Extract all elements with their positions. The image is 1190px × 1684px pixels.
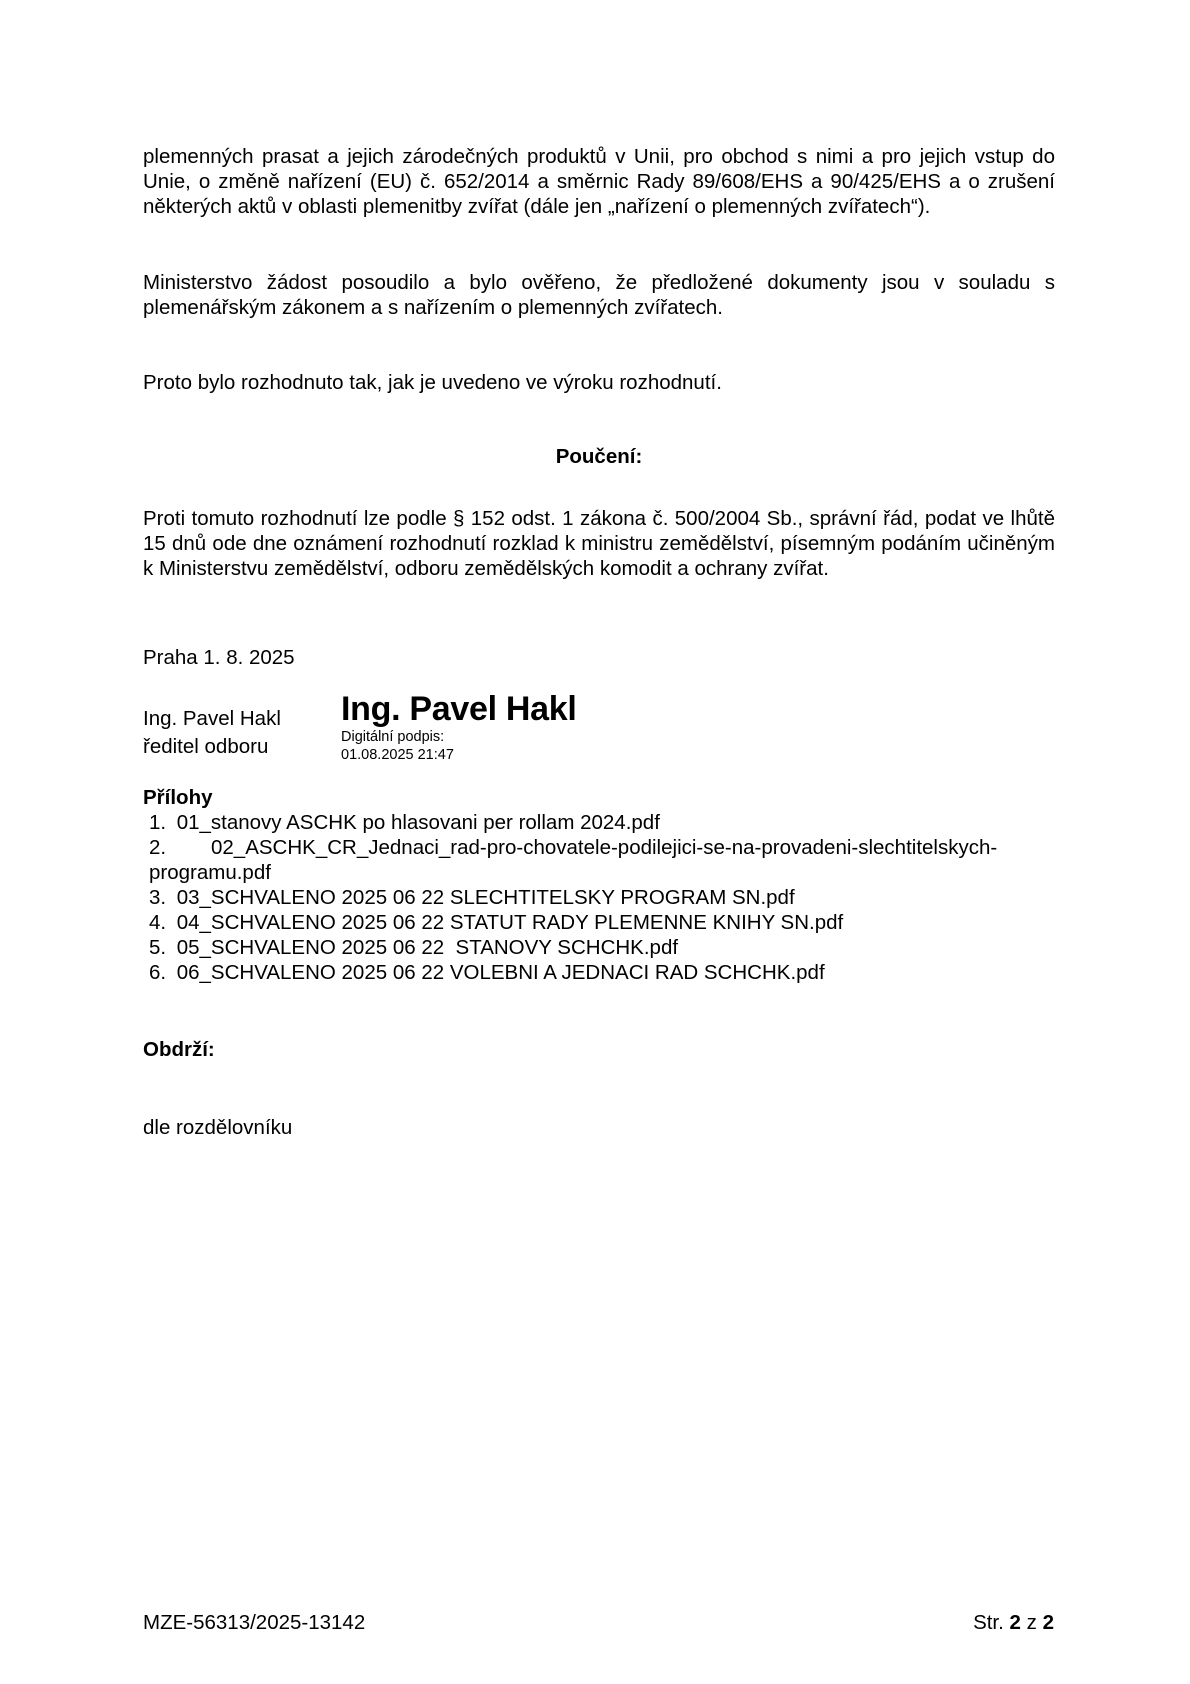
- document-reference-id: MZE-56313/2025-13142: [143, 1611, 366, 1634]
- attachment-item: [143, 960, 1055, 985]
- attachment-item: [143, 910, 1055, 935]
- page-prefix: Str.: [973, 1611, 1004, 1634]
- page-number: [973, 1610, 1054, 1635]
- signature-label: Digitální podpis:: [341, 729, 445, 745]
- attachment-filename: 06_SCHVALENO 2025 06 22 VOLEBNI A JEDNACI RAD SCHCHK.pdf: [176, 961, 825, 984]
- attachment-number: 3.: [149, 886, 167, 909]
- attachment-number: 2.: [149, 836, 167, 859]
- attachment-filename: 05_SCHVALENO 2025 06 22 STANOVY SCHCHK.pdf: [176, 936, 679, 959]
- attachment-item: [143, 835, 1055, 885]
- attachment-number: 5.: [149, 936, 167, 959]
- signature-timestamp: 01.08.2025 21:47: [341, 747, 454, 763]
- page-total: 2: [1042, 1611, 1054, 1634]
- instruction-heading: Poučení:: [555, 445, 643, 468]
- attachment-number: 6.: [149, 961, 167, 984]
- signer-block: [143, 705, 281, 761]
- attachment-number: 1.: [149, 811, 167, 834]
- recipients-text: dle rozdělovníku: [143, 1116, 293, 1139]
- body-paragraph-3: Proto bylo rozhodnuto tak, jak je uvedeno ve výroku rozhodnutí.: [143, 371, 722, 394]
- body-paragraph-2: Ministerstvo žádost posoudilo a bylo ověřeno, že předložené dokumenty jsou v souladu s plemenářským zákonem a s nařízením o plemenných zvířatech.: [143, 271, 1055, 319]
- attachment-item: [143, 885, 1055, 910]
- attachment-filename: 04_SCHVALENO 2025 06 22 STATUT RADY PLEMENNE KNIHY SN.pdf: [176, 911, 844, 934]
- attachments-list: [143, 810, 1055, 985]
- attachment-number: 4.: [149, 911, 167, 934]
- signature-name: Ing. Pavel Hakl: [341, 690, 577, 728]
- body-paragraph-1: plemenných prasat a jejich zárodečných produktů v Unii, pro obchod s nimi a pro jejich vstup do Unie, o změně nařízení (EU) č. 652/2014 a směrnic Rady 89/608/EHS a 90/425/EHS a o zrušení některých aktů v oblasti plemenitby zvířat (dále jen „nařízení o plemenných zvířatech“).: [143, 145, 1055, 218]
- attachments-heading: Přílohy: [143, 786, 213, 809]
- place-date: Praha 1. 8. 2025: [143, 646, 295, 669]
- signer-title: ředitel odboru: [143, 735, 269, 758]
- digital-signature: [341, 690, 577, 764]
- recipients-heading: Obdrží:: [143, 1038, 215, 1061]
- page-separator: z: [1026, 1611, 1037, 1634]
- attachment-filename: 03_SCHVALENO 2025 06 22 SLECHTITELSKY PROGRAM SN.pdf: [176, 886, 795, 909]
- page-current: 2: [1009, 1611, 1021, 1634]
- attachment-item: [143, 810, 1055, 835]
- attachment-filename: 02_ASCHK_CR_Jednaci_rad-pro-chovatele-podilejici-se-na-provadeni-slechtitelskych-programu.pdf: [149, 836, 998, 884]
- instruction-paragraph: Proti tomuto rozhodnutí lze podle § 152 odst. 1 zákona č. 500/2004 Sb., správní řád, podat ve lhůtě 15 dnů ode dne oznámení rozhodnutí rozklad k ministru zemědělství, písemným podáním učiněným k Ministerstvu zemědělství, odboru zemědělských komodit a ochrany zvířat.: [143, 507, 1055, 580]
- attachment-filename: 01_stanovy ASCHK po hlasovani per rollam 2024.pdf: [176, 811, 660, 834]
- attachment-item: [143, 935, 1055, 960]
- signer-name: Ing. Pavel Hakl: [143, 707, 281, 730]
